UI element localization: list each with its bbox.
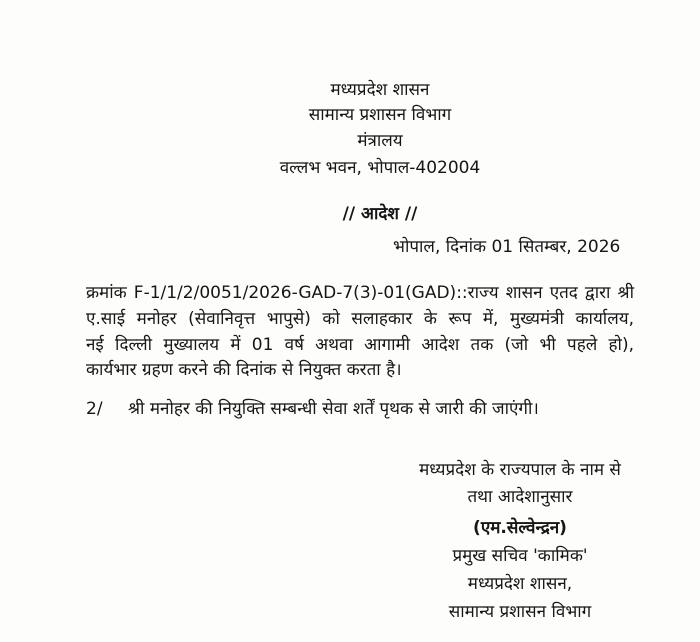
order-paragraph-line: नई दिल्ली मुख्यालय में 01 वर्ष अथवा आगामी आदेश तक (जो भी पहले हो), (86, 335, 634, 355)
signatory-office: मध्यप्रदेश शासन, (467, 574, 573, 594)
order-paragraph-line: कार्यभार ग्रहण करने की दिनांक से नियुक्त करता है। (86, 360, 402, 380)
signatory-name: (एम.सेल्वेन्द्रन) (473, 518, 567, 538)
service-conditions-text: श्री मनोहर की नियुक्ति सम्बन्धी सेवा शर्तें पृथक से जारी की जाएंगी। (128, 399, 539, 419)
header-government: मध्यप्रदेश शासन (330, 80, 430, 100)
place-date: भोपाल, दिनांक 01 सितम्बर, 2026 (393, 237, 621, 257)
signatory-department: सामान्य प्रशासन विभाग (448, 602, 592, 622)
header-address: वल्लभ भवन, भोपाल-402004 (279, 158, 481, 178)
header-ministry: मंत्रालय (357, 131, 403, 151)
paragraph-number: 2/ (86, 399, 103, 419)
order-title: // आदेश // (342, 204, 418, 224)
signature-authority-line: मध्यप्रदेश के राज्यपाल के नाम से (419, 460, 621, 480)
order-paragraph-line: क्रमांक F-1/1/2/0051/2026-GAD-7(3)-01(GAD)::राज्य शासन एतद द्वारा श्री (86, 283, 634, 303)
signatory-designation: प्रमुख सचिव 'कामिक' (452, 546, 588, 566)
order-paragraph-line: ए.साई मनोहर (सेवानिवृत्त भापुसे) को सलाहकार के रूप में, मुख्यमंत्री कार्यालय, (86, 309, 634, 329)
header-department: सामान्य प्रशासन विभाग (308, 105, 452, 125)
signature-order-line: तथा आदेशानुसार (467, 487, 573, 507)
